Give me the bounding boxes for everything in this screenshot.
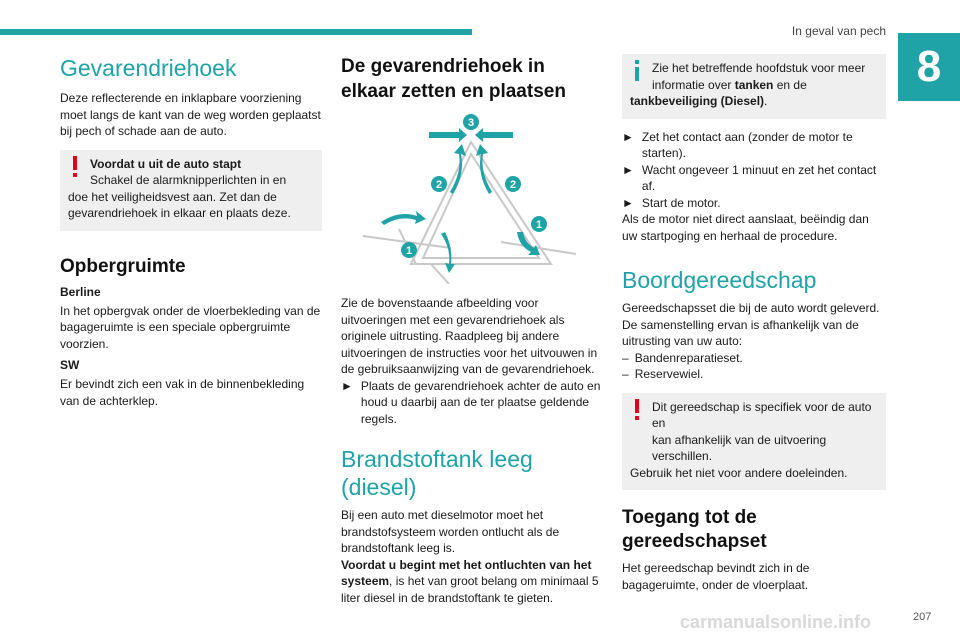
callout-1-left: 1 bbox=[405, 245, 413, 257]
tools-list-text: Reservewiel. bbox=[634, 367, 704, 381]
berline-text: In het opbergvak onder de vloerbekleding van de bagageruimte is een speciale opbergruimte voorzien. bbox=[60, 303, 321, 351]
figure-description: Zie de bovenstaande afbeelding voor uitvoeringen met een gevarendriehoek als originele uitrusting. Raadpleeg bij andere uitvoeringen de instructies voor het uitvouwen in de gebruiksaanwijzing van de gevarendriehoek. bbox=[341, 296, 598, 376]
fuel-text-part2: , is het van groot belang om minimaal 5 liter diesel in de brandstoftank te gieten. bbox=[341, 574, 599, 605]
header-title: In geval van pech bbox=[791, 24, 886, 38]
arrow-bullet-icon: ► bbox=[622, 162, 634, 177]
info-link-tanken: tanken bbox=[734, 77, 774, 92]
tools-text: Gereedschapsset die bij de auto wordt geleverd. De samenstelling ervan is afhankelijk van de uitrusting van uw auto: bbox=[622, 301, 880, 348]
warning-triangle-illustration bbox=[341, 114, 603, 284]
tools-list-item bbox=[622, 350, 886, 367]
column-2 bbox=[341, 54, 603, 606]
header-accent-bar bbox=[0, 29, 472, 35]
fuel-empty-title: Brandstoftank leeg (diesel) bbox=[341, 446, 533, 500]
info-link-tank-security: tankbeveiliging (Diesel) bbox=[630, 94, 765, 108]
info-line2-post: en de bbox=[773, 77, 807, 92]
restart-step-text: Zet het contact aan (zonder de motor te starten). bbox=[641, 129, 853, 160]
callout-2-left: 2 bbox=[435, 179, 443, 191]
watermark: carmanualsonline.info bbox=[680, 612, 872, 632]
restart-step-text: Wacht ongeveer 1 minuut en zet het contact af. bbox=[641, 162, 877, 193]
restart-steps bbox=[622, 129, 886, 212]
column-1 bbox=[60, 54, 322, 409]
info-line1: Zie het betreffende hoofdstuk voor meer bbox=[652, 61, 866, 75]
callout-1-right: 1 bbox=[535, 219, 543, 231]
fuel-text bbox=[341, 507, 603, 606]
storage-title: Opbergruimte bbox=[60, 255, 186, 277]
after-steps-text: Als de motor niet direct aanslaat, beëindig dan uw startpoging en herhaal de procedure. bbox=[622, 212, 869, 243]
info-line2 bbox=[630, 77, 878, 94]
restart-step bbox=[622, 195, 886, 212]
fuel-text-bold: Voordat u begint met het ontluchten van het systeem bbox=[341, 557, 592, 588]
step-place-triangle bbox=[341, 378, 603, 428]
callout-2-right: 2 bbox=[509, 179, 517, 191]
column-3 bbox=[622, 54, 886, 593]
intro-text: Deze reflecterende en inklapbare voorziening moet langs de kant van de weg worden geplaatst bij pech of schade aan de auto. bbox=[60, 91, 321, 138]
info-line3-post: . bbox=[764, 94, 768, 108]
arrow-bullet-icon: ► bbox=[622, 129, 634, 144]
warning-line1: Schakel de alarmknipperlichten in en bbox=[90, 173, 287, 187]
arrow-bullet-icon: ► bbox=[622, 195, 634, 210]
warning-exclamation-icon bbox=[70, 156, 80, 178]
warning-heading: Voordat u uit de auto stapt bbox=[90, 156, 242, 171]
section-title-warning-triangle: Gevarendriehoek bbox=[60, 55, 237, 81]
tools-warning-note bbox=[622, 393, 886, 491]
step-text: Plaats de gevarendriehoek achter de auto en houd u daarbij aan de ter plaatse geldende regels. bbox=[360, 378, 601, 426]
restart-step bbox=[622, 129, 886, 162]
tools-list-text: Bandenreparatieset. bbox=[634, 350, 743, 365]
dash-bullet: – bbox=[622, 350, 629, 365]
sw-label: SW bbox=[60, 358, 80, 372]
warning-note bbox=[60, 150, 322, 231]
tools-warning-rest: Gebruik het niet voor andere doeleinden. bbox=[630, 465, 848, 480]
warning-exclamation-icon bbox=[632, 399, 642, 421]
tools-warning-line1: Dit gereedschap is specifiek voor de auto en bbox=[652, 399, 872, 430]
onboard-tools-title: Boordgereedschap bbox=[622, 267, 817, 293]
arrow-bullet-icon: ► bbox=[341, 378, 353, 393]
fuel-text-part1: Bij een auto met dieselmotor moet het brandstofsysteem worden ontlucht als de brandstoftank leeg is. bbox=[341, 508, 560, 555]
dash-bullet: – bbox=[622, 367, 629, 381]
restart-step bbox=[622, 162, 886, 195]
warning-rest: doe het veiligheidsvest aan. Zet dan de gevarendriehoek in elkaar en plaats deze. bbox=[68, 189, 291, 220]
info-icon bbox=[632, 60, 642, 82]
info-note bbox=[622, 54, 886, 119]
info-line2-pre: informatie over bbox=[652, 77, 735, 92]
toolkit-access-text: Het gereedschap bevindt zich in de bagageruimte, onder de vloerplaat. bbox=[622, 561, 810, 592]
tools-list-item bbox=[622, 366, 886, 383]
berline-label: Berline bbox=[60, 284, 101, 299]
restart-step-text: Start de motor. bbox=[641, 195, 721, 210]
chapter-badge: 8 bbox=[898, 33, 960, 101]
tools-warning-line2: kan afhankelijk van de uitvoering verschillen. bbox=[652, 432, 827, 463]
page-number: 207 bbox=[913, 611, 932, 623]
info-line3 bbox=[630, 94, 767, 108]
sw-text: Er bevindt zich een vak in de binnenbekleding van de achterklep. bbox=[60, 377, 305, 408]
callout-3: 3 bbox=[467, 117, 475, 129]
assemble-title: De gevarendriehoek in elkaar zetten en plaatsen bbox=[341, 56, 566, 102]
toolkit-access-title: Toegang tot de gereedschapset bbox=[622, 507, 767, 552]
